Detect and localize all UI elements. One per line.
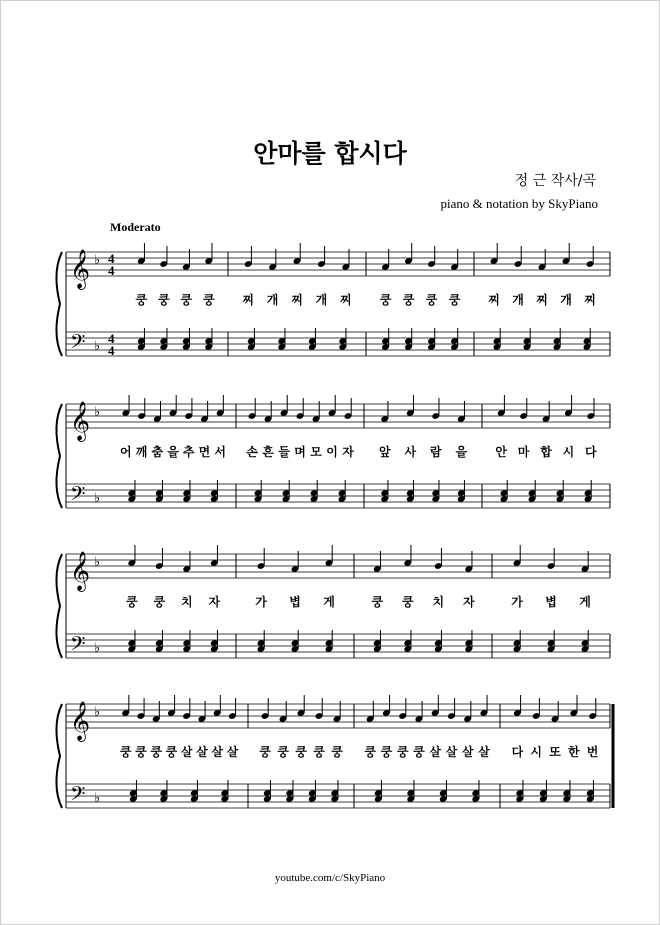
lyric-syllable: 시 [530, 745, 542, 759]
lyric-syllable: 자 [462, 595, 475, 609]
system [56, 395, 610, 510]
lyric-syllable: 자 [342, 445, 354, 459]
lyric-syllable: 쿵 [371, 595, 384, 609]
time-signature: 4 [108, 263, 115, 278]
key-flat: ♭ [94, 253, 101, 268]
lyric-syllable: 개 [560, 293, 572, 307]
lyric-syllable: 살 [226, 745, 239, 759]
key-flat: ♭ [94, 339, 101, 354]
lyric-syllable: 추 [182, 445, 195, 459]
lyric-syllable: 깨 [135, 445, 148, 459]
lyric-syllable: 개 [266, 293, 279, 307]
lyric-syllable: 치 [432, 595, 445, 609]
lyric-syllable: 살 [211, 745, 223, 759]
lyric-syllable: 쿵 [448, 293, 461, 307]
lyric-syllable: 쿵 [165, 745, 178, 759]
bass-clef: 𝄢 [70, 330, 86, 358]
lyric-syllable: 쿵 [119, 745, 132, 759]
lyric-syllable: 개 [315, 293, 328, 307]
lyric-syllable: 쿵 [380, 745, 393, 759]
lyric-syllable: 앞 [378, 445, 391, 459]
lyric-syllable: 찌 [340, 293, 352, 307]
lyric-syllable: 손 [246, 445, 258, 459]
tempo-marking: Moderato [110, 220, 161, 234]
lyric-syllable: 면 [198, 445, 211, 459]
lyric-syllable: 이 [326, 445, 338, 459]
treble-clef: 𝄞 [70, 401, 91, 441]
brace [56, 252, 62, 356]
treble-staff [66, 554, 610, 578]
lyric-syllable: 쿵 [202, 293, 215, 307]
lyric-syllable: 자 [208, 595, 221, 609]
lyric-syllable: 람 [429, 445, 442, 459]
lyric-syllable: 마 [517, 445, 530, 459]
treble-staff [66, 252, 610, 276]
lyric-syllable: 쿵 [402, 293, 415, 307]
lyric-syllable: 게 [579, 595, 591, 609]
lyric-syllable: 살 [445, 745, 458, 759]
time-signature: 4 [108, 331, 115, 346]
lyric-syllable: 쿵 [425, 293, 438, 307]
lyric-syllable: 안 [495, 445, 507, 459]
lyric-syllable: 서 [214, 445, 226, 459]
lyric-syllable: 개 [512, 293, 524, 307]
lyric-syllable: 쿵 [413, 745, 425, 759]
lyric-syllable: 찌 [291, 293, 303, 307]
key-flat: ♭ [94, 491, 101, 506]
lyric-syllable: 합 [540, 445, 552, 459]
lyric-syllable: 살 [478, 745, 490, 759]
lyric-syllable: 사 [404, 445, 417, 459]
lyric-syllable: 가 [255, 595, 267, 609]
treble-staff [66, 704, 610, 728]
lyric-syllable: 쿵 [313, 745, 325, 759]
composer-credit: 정 근 작사/곡 [514, 173, 596, 189]
brace [56, 404, 62, 508]
lyric-syllable: 쿵 [396, 745, 409, 759]
key-flat: ♭ [94, 405, 101, 420]
lyric-syllable: 치 [180, 595, 193, 609]
lyric-syllable: 쿵 [379, 293, 392, 307]
brace [56, 704, 62, 808]
lyric-syllable: 게 [323, 595, 335, 609]
lyric-syllable: 살 [180, 745, 193, 759]
system [56, 695, 613, 810]
bass-clef: 𝄢 [70, 632, 86, 660]
key-flat: ♭ [94, 555, 101, 570]
key-flat: ♭ [94, 705, 101, 720]
lyric-syllable: 며 [294, 445, 306, 459]
key-flat: ♭ [94, 641, 101, 656]
bass-staff [66, 332, 610, 356]
lyric-syllable: 쿵 [180, 293, 193, 307]
lyric-syllable: 시 [562, 445, 575, 459]
brace [56, 554, 62, 658]
lyric-syllable: 가 [511, 595, 523, 609]
lyric-syllable: 번 [586, 745, 599, 759]
lyric-syllable: 들 [278, 445, 290, 459]
lyric-syllable: 쿵 [364, 745, 376, 759]
lyric-syllable: 춤 [151, 445, 164, 459]
bass-clef: 𝄢 [70, 482, 86, 510]
treble-staff [66, 404, 610, 428]
time-signature: 4 [108, 343, 115, 358]
lyric-syllable: 볍 [289, 595, 301, 609]
footer-url: youtube.com/c/SkyPiano [274, 872, 386, 884]
lyric-syllable: 쿵 [125, 595, 138, 609]
lyric-syllable: 살 [461, 745, 474, 759]
lyric-syllable: 찌 [488, 293, 500, 307]
lyric-syllable: 흔 [262, 445, 274, 459]
lyric-syllable: 한 [568, 745, 580, 759]
lyric-syllable: 다 [511, 745, 524, 759]
system [56, 243, 610, 358]
lyric-syllable: 찌 [536, 293, 548, 307]
lyric-syllable: 찌 [242, 293, 254, 307]
time-signature: 4 [108, 251, 115, 266]
system [56, 545, 610, 660]
arranger-credit: piano & notation by SkyPiano [440, 196, 598, 211]
lyric-syllable: 살 [196, 745, 208, 759]
lyric-syllable: 쿵 [277, 745, 289, 759]
lyric-syllable: 을 [455, 445, 468, 459]
lyric-syllable: 찌 [584, 293, 596, 307]
lyric-syllable: 쿵 [150, 745, 162, 759]
lyric-syllable: 다 [585, 445, 597, 459]
lyric-syllable: 쿵 [135, 293, 148, 307]
lyric-syllable: 어 [120, 445, 132, 459]
lyric-syllable: 쿵 [295, 745, 307, 759]
treble-clef: 𝄞 [70, 551, 91, 591]
treble-clef: 𝄞 [70, 249, 91, 289]
treble-clef: 𝄞 [70, 701, 91, 741]
bass-staff [66, 634, 610, 658]
lyric-syllable: 쿵 [401, 595, 414, 609]
lyric-syllable: 쿵 [259, 745, 271, 759]
lyric-syllable: 쿵 [153, 595, 166, 609]
lyric-syllable: 쿵 [135, 745, 147, 759]
lyric-syllable: 또 [549, 745, 561, 759]
lyric-syllable: 살 [429, 745, 441, 759]
song-title: 안마를 합시다 [253, 139, 407, 168]
lyric-syllable: 볍 [545, 595, 557, 609]
bass-staff [66, 484, 610, 508]
lyric-syllable: 쿵 [157, 293, 170, 307]
lyric-syllable: 을 [167, 445, 179, 459]
lyric-syllable: 모 [310, 445, 322, 459]
bass-clef: 𝄢 [70, 782, 86, 810]
lyric-syllable: 쿵 [331, 745, 343, 759]
key-flat: ♭ [94, 791, 101, 806]
